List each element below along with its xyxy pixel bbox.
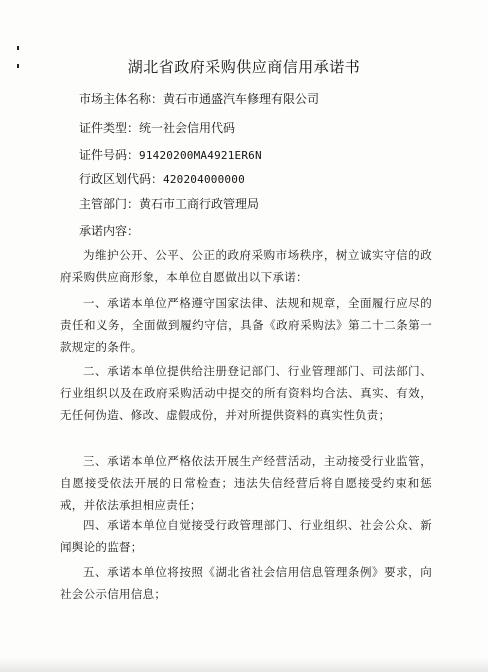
field-authority xyxy=(79,195,259,212)
field-value: 420204000000 xyxy=(163,173,245,186)
field-value: 黄石市通盛汽车修理有限公司 xyxy=(163,92,320,106)
paragraph-item-4: 四、承诺本单位自觉接受行政管理部门、行业组织、社会公众、新闻舆论的监督； xyxy=(60,518,432,554)
field-value: 统一社会信用代码 xyxy=(139,121,236,135)
field-region-code xyxy=(79,170,245,187)
commitment-heading: 承诺内容： xyxy=(79,224,140,238)
field-entity-name xyxy=(79,90,319,107)
field-label: 行政区划代码： xyxy=(79,172,164,186)
field-label: 证件号码： xyxy=(79,148,140,162)
scan-edge-shadow xyxy=(0,658,488,672)
paragraph-item-3: 三、承诺本单位严格依法开展生产经营活动，主动接受行业监管，自愿接受依法开展的日常检查；违法失信经营后将自愿接受约束和惩戒，并依法承担相应责任； xyxy=(60,454,432,512)
field-label: 主管部门： xyxy=(79,197,140,211)
field-id-type xyxy=(79,119,235,136)
field-value: 91420200MA4921ER6N xyxy=(139,149,262,162)
field-value: 黄石市工商行政管理局 xyxy=(139,197,260,211)
paragraph-item-1: 一、承诺本单位严格遵守国家法律、法规和规章，全面履行应尽的责任和义务，全面做到履约守信，具备《政府采购法》第二十二条第一款规定的条件。 xyxy=(60,296,432,354)
scan-speck xyxy=(17,46,19,50)
paragraph-item-2: 二、承诺本单位提供给注册登记部门、行业管理部门、司法部门、行业组织以及在政府采购活动中提交的所有资料均合法、真实、有效，无任何伪造、修改、虚假成份，并对所提供资料的真实性负责； xyxy=(60,364,432,422)
paragraph-intro: 为维护公开、公平、公正的政府采购市场秩序，树立诚实守信的政府采购供应商形象，本单位自愿做出以下承诺： xyxy=(60,248,432,284)
field-id-number xyxy=(79,146,262,163)
field-label: 市场主体名称： xyxy=(79,92,164,106)
paragraph-item-5: 五、承诺本单位将按照《湖北省社会信用信息管理条例》要求，向社会公示信用信息； xyxy=(60,565,432,601)
field-label: 证件类型： xyxy=(79,121,140,135)
document-title: 湖北省政府采购供应商信用承诺书 xyxy=(127,58,361,76)
